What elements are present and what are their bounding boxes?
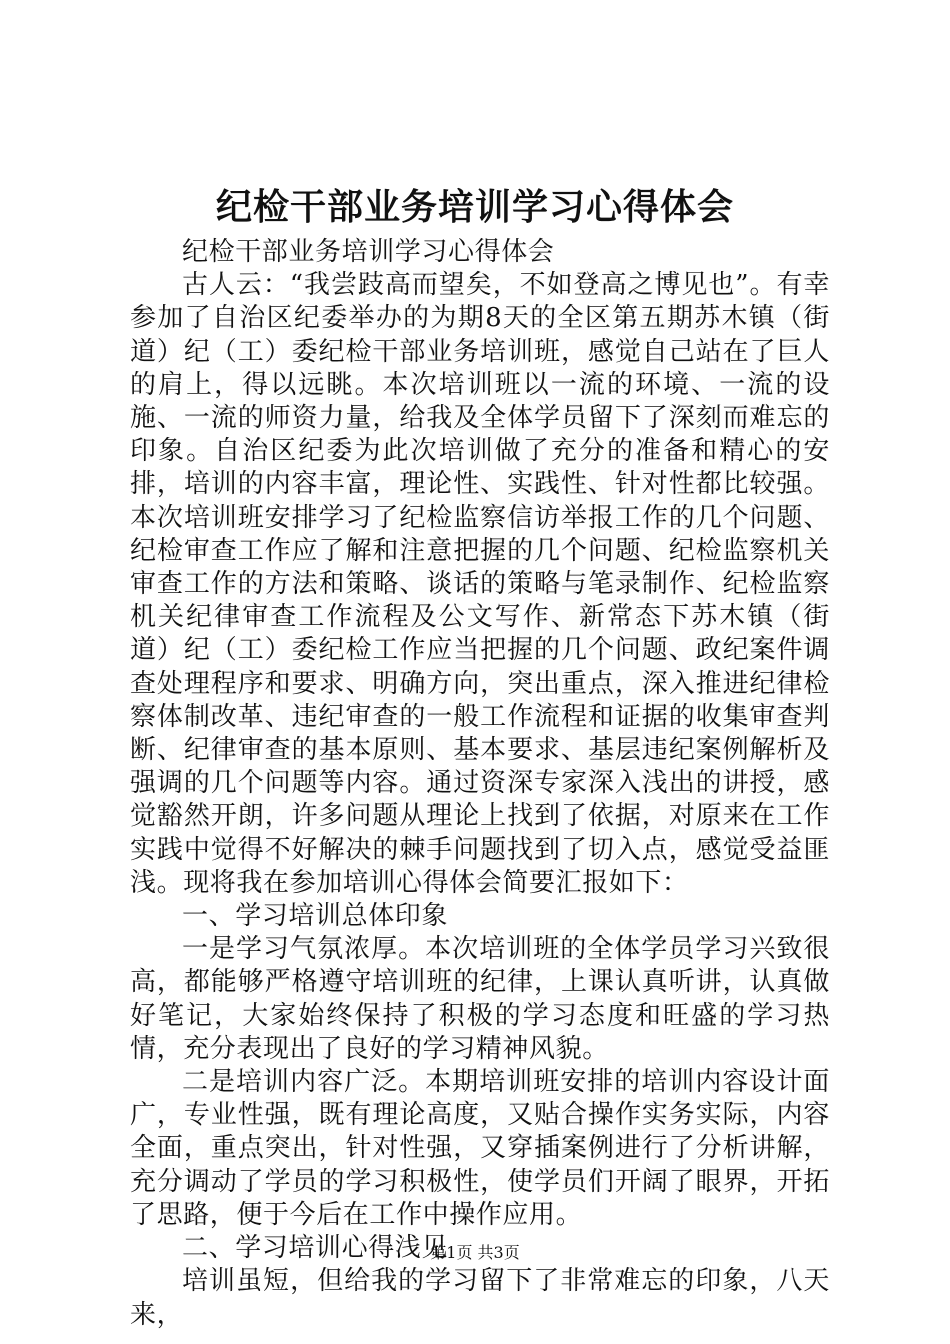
page-footer: 第1页 共3页 <box>430 1243 520 1262</box>
paragraph-intro: 古人云：“我尝跂高而望矣，不如登高之博见也”。有幸参加了自治区纪委举办的为期8天的全区第五期苏木镇（街道）纪（工）委纪检干部业务培训班，感觉自己站在了巨人的肩上，得以远眺。本次培训班以一流的环境、一流的设施、一流的师资力量，给我及全体学员留下了深刻而难忘的印象。自治区纪委为此次培训做了充分的准备和精心的安排，培训的内容丰富，理论性、实践性、针对性都比较强。本次培训班安排学习了纪检监察信访举报工作的几个问题、纪检审查工作应了解和注意把握的几个问题、纪检监察机关审查工作的方法和策略、谈话的策略与笔录制作、纪检监察机关纪律审查工作流程及公文写作、新常态下苏木镇（街道）纪（工）委纪检工作应当把握的几个问题、政纪案件调查处理程序和要求、明确方向，突出重点，深入推进纪律检察体制改革、违纪审查的一般工作流程和证据的收集审查判断、纪律审查的基本原则、基本要求、基层违纪案例解析及强调的几个问题等内容。通过资深专家深入浅出的讲授，感觉豁然开朗，许多问题从理论上找到了依据，对原来在工作实践中觉得不好解决的棘手问题找到了切入点，感觉受益匪浅。现将我在参加培训心得体会简要汇报如下： <box>130 270 830 898</box>
paragraph-point-1: 一是学习气氛浓厚。本次培训班的全体学员学习兴致很高，都能够严格遵守培训班的纪律，上课认真听讲，认真做好笔记，大家始终保持了积极的学习态度和旺盛的学习热情，充分表现出了良好的学习精神风貌。 <box>130 934 830 1064</box>
section-heading-1: 一、学习培训总体印象 <box>182 901 449 932</box>
paragraph-point-2: 二是培训内容广泛。本期培训班安排的培训内容设计面广，专业性强，既有理论高度，又贴合操作实务实际，内容全面，重点突出，针对性强，又穿插案例进行了分析讲解，充分调动了学员的学习积极性，使学员们开阔了眼界，开拓了思路，便于今后在工作中操作应用。 <box>130 1067 830 1230</box>
paragraph-continued: 培训虽短，但给我的学习留下了非常难忘的印象，八天来， <box>130 1266 830 1330</box>
document-body <box>130 236 830 1332</box>
paragraph-subtitle: 纪检干部业务培训学习心得体会 <box>182 237 555 267</box>
section-heading-2: 二、学习培训心得浅见 <box>182 1233 449 1264</box>
document-title: 纪检干部业务培训学习心得体会 <box>215 186 734 228</box>
